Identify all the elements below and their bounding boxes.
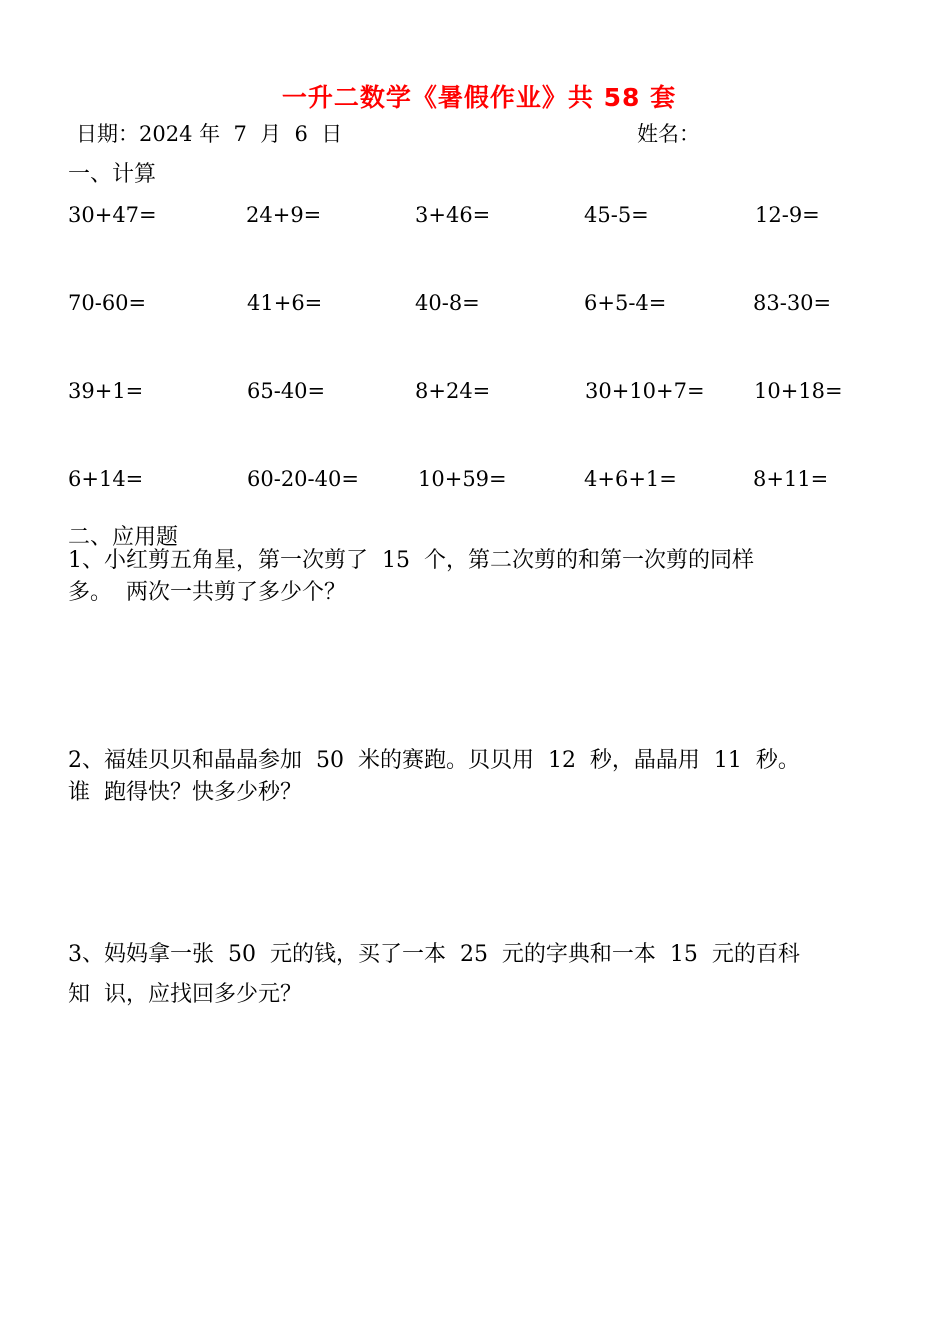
calc-item: 83-30= bbox=[753, 291, 832, 315]
calc-row-4 bbox=[0, 467, 950, 497]
calc-item: 6+5-4= bbox=[584, 291, 667, 315]
problem-line: 1、小红剪五角星，第一次剪了 15 个，第二次剪的和第一次剪的同样 bbox=[68, 548, 754, 573]
calc-item: 65-40= bbox=[247, 379, 326, 403]
calc-item: 24+9= bbox=[246, 203, 322, 227]
calc-item: 10+59= bbox=[418, 467, 507, 491]
calc-item: 41+6= bbox=[247, 291, 323, 315]
calc-item: 8+24= bbox=[415, 379, 491, 403]
calc-item: 30+47= bbox=[68, 203, 157, 227]
problem-line: 谁 跑得快？快多少秒？ bbox=[68, 780, 302, 805]
calc-item: 70-60= bbox=[68, 291, 147, 315]
calc-item: 45-5= bbox=[584, 203, 649, 227]
calc-item: 10+18= bbox=[754, 379, 843, 403]
date-line: 日期：2024 年 7 月 6 日 bbox=[76, 122, 343, 146]
problem-line: 多。 两次一共剪了多少个？ bbox=[68, 580, 346, 605]
calc-item: 39+1= bbox=[68, 379, 144, 403]
calc-item: 60-20-40= bbox=[247, 467, 359, 491]
calc-item: 3+46= bbox=[415, 203, 491, 227]
calc-item: 40-8= bbox=[415, 291, 480, 315]
problem-line: 知 识，应找回多少元？ bbox=[68, 982, 302, 1007]
word-problem-1 bbox=[68, 545, 888, 609]
calc-row-3 bbox=[0, 379, 950, 409]
calc-item: 4+6+1= bbox=[584, 467, 677, 491]
calc-row-1 bbox=[0, 203, 950, 233]
worksheet-title: 一升二数学《暑假作业》共 58 套 bbox=[281, 83, 677, 112]
calc-item: 30+10+7= bbox=[585, 379, 705, 403]
calc-item: 8+11= bbox=[753, 467, 829, 491]
calc-item: 6+14= bbox=[68, 467, 144, 491]
section-word-problems-heading: 二、应用题 bbox=[68, 525, 179, 550]
name-label: 姓名： bbox=[637, 122, 700, 146]
calc-row-2 bbox=[0, 291, 950, 321]
problem-line: 3、妈妈拿一张 50 元的钱，买了一本 25 元的字典和一本 15 元的百科 bbox=[68, 942, 800, 967]
problem-line: 2、福娃贝贝和晶晶参加 50 米的赛跑。贝贝用 12 秒，晶晶用 11 秒。 bbox=[68, 748, 800, 773]
calc-item: 12-9= bbox=[755, 203, 820, 227]
section-calculation-heading: 一、计算 bbox=[68, 162, 157, 187]
word-problem-3 bbox=[68, 935, 888, 1015]
word-problem-2 bbox=[68, 745, 888, 809]
